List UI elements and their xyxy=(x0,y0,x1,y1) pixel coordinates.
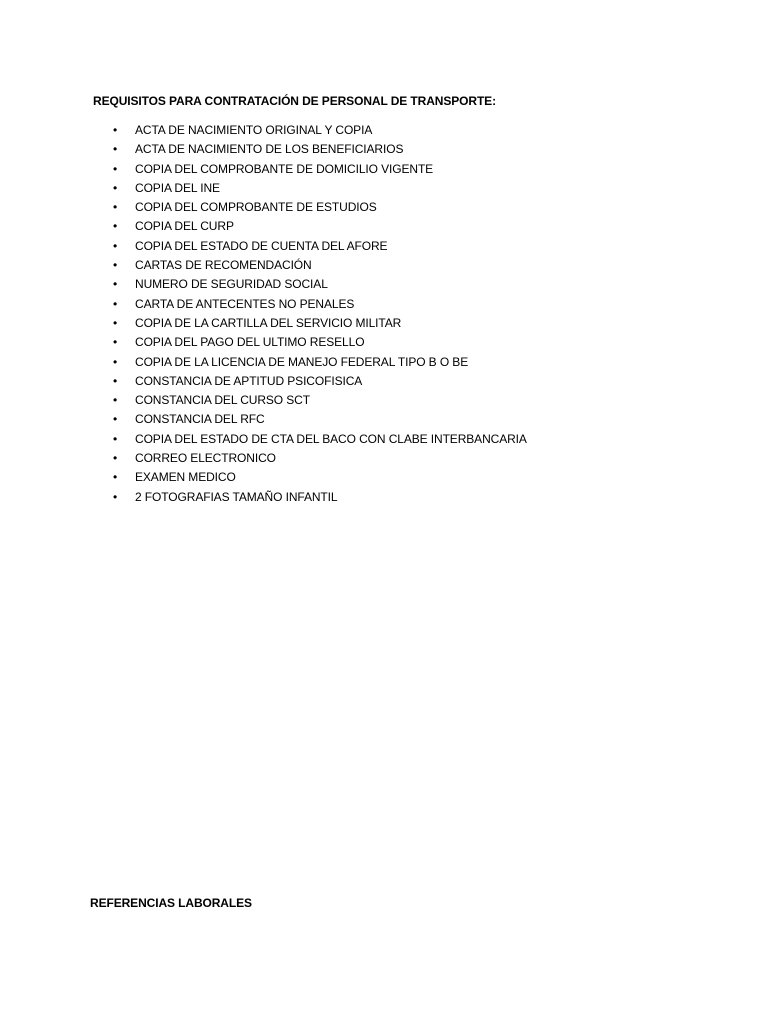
requirement-text: EXAMEN MEDICO xyxy=(135,470,236,485)
bullet-icon: • xyxy=(113,200,118,215)
requirement-text: ACTA DE NACIMIENTO DE LOS BENEFICIARIOS xyxy=(135,142,404,157)
bullet-icon: • xyxy=(113,238,118,253)
requirement-text: COPIA DEL ESTADO DE CTA DEL BACO CON CLABE INTERBANCARIA xyxy=(135,431,527,446)
bullet-icon: • xyxy=(113,489,118,504)
bullet-icon: • xyxy=(113,431,118,446)
bullet-icon: • xyxy=(113,451,118,466)
requirement-text: COPIA DEL PAGO DEL ULTIMO RESELLO xyxy=(135,335,365,350)
requirement-text: CONSTANCIA DEL RFC xyxy=(135,412,265,427)
document-title: REQUISITOS PARA CONTRATACIÓN DE PERSONAL DE TRANSPORTE: xyxy=(93,94,496,108)
bullet-icon: • xyxy=(113,142,118,157)
requirement-text: CONSTANCIA DE APTITUD PSICOFISICA xyxy=(135,373,363,388)
bullet-icon: • xyxy=(113,412,118,427)
bullet-icon: • xyxy=(113,335,118,350)
requirement-text: 2 FOTOGRAFIAS TAMAÑO INFANTIL xyxy=(135,489,338,504)
bullet-icon: • xyxy=(113,219,118,234)
requirement-text: CARTA DE ANTECENTES NO PENALES xyxy=(135,296,355,311)
requirement-text: COPIA DE LA LICENCIA DE MANEJO FEDERAL TIPO B O BE xyxy=(135,354,469,369)
bullet-icon: • xyxy=(113,470,118,485)
requirement-text: COPIA DEL CURP xyxy=(135,219,234,234)
bullet-icon: • xyxy=(113,393,118,408)
requirement-text: NUMERO DE SEGURIDAD SOCIAL xyxy=(135,277,328,292)
bullet-icon: • xyxy=(113,354,118,369)
requirement-text: ACTA DE NACIMIENTO ORIGINAL Y COPIA xyxy=(135,123,373,137)
bullet-icon: • xyxy=(113,258,118,273)
bullet-icon: • xyxy=(113,373,118,388)
requirement-text: COPIA DE LA CARTILLA DEL SERVICIO MILITAR xyxy=(135,315,402,330)
requirement-text: CARTAS DE RECOMENDACIÓN xyxy=(135,258,312,273)
bullet-icon: • xyxy=(113,180,118,195)
requirement-text: CORREO ELECTRONICO xyxy=(135,451,276,466)
bullet-icon: • xyxy=(113,277,118,292)
bullet-icon: • xyxy=(113,161,118,176)
requirement-text: COPIA DEL INE xyxy=(135,180,220,195)
requirement-text: COPIA DEL ESTADO DE CUENTA DEL AFORE xyxy=(135,238,388,253)
requirement-text: COPIA DEL COMPROBANTE DE DOMICILIO VIGENTE xyxy=(135,161,434,176)
bullet-icon: • xyxy=(113,296,118,311)
section-heading-work-references: REFERENCIAS LABORALES xyxy=(90,896,252,910)
requirement-text: CONSTANCIA DEL CURSO SCT xyxy=(135,393,310,408)
bullet-icon: • xyxy=(113,123,118,137)
requirement-text: COPIA DEL COMPROBANTE DE ESTUDIOS xyxy=(135,200,377,215)
bullet-icon: • xyxy=(113,315,118,330)
